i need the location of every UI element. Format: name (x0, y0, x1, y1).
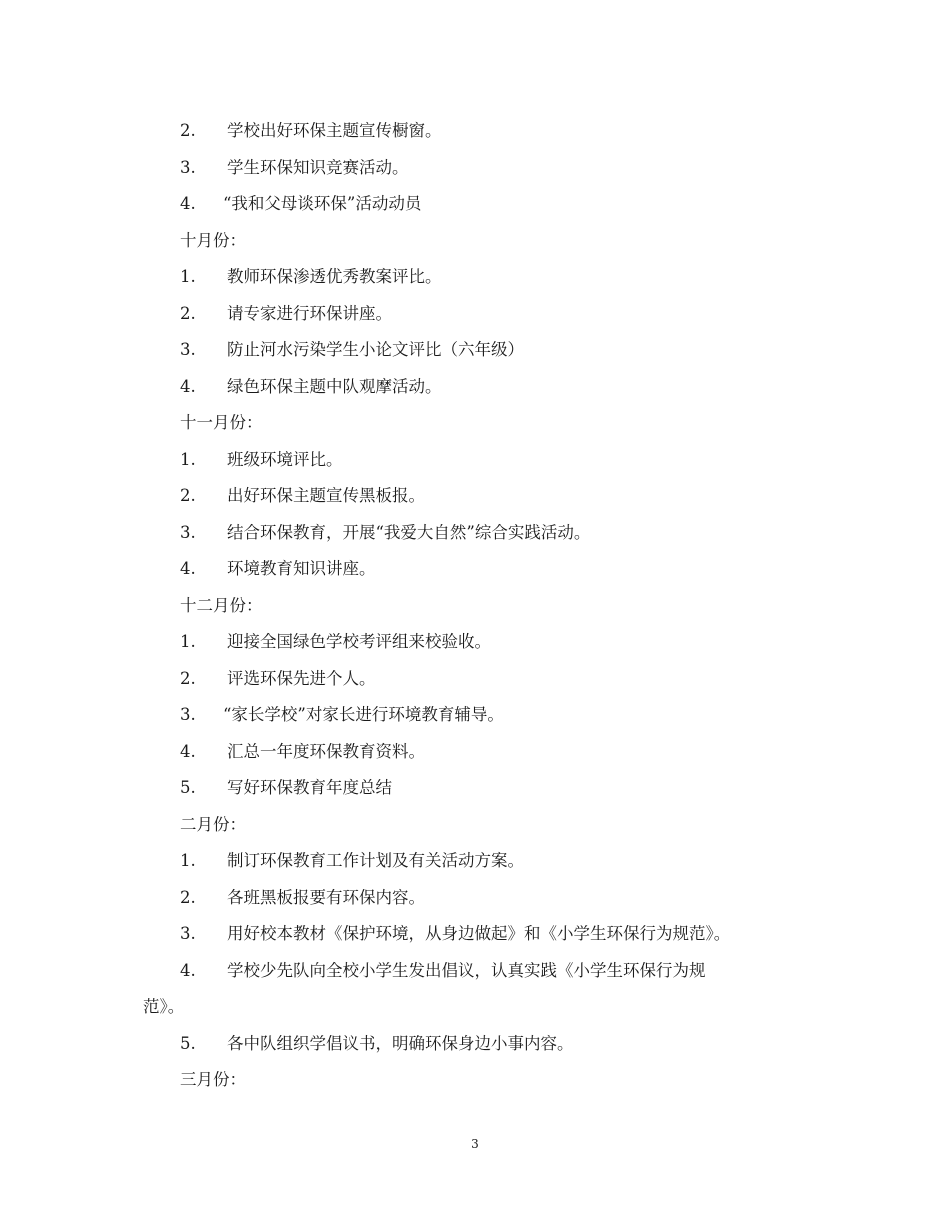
item-number: 3. (180, 157, 196, 177)
item-number: 5. (180, 778, 196, 797)
list-item (143, 478, 813, 515)
item-text: “家长学校”对家长进行环境教育辅导。 (223, 705, 504, 724)
list-item (143, 113, 813, 150)
item-number: 4. (180, 960, 196, 980)
section-heading: 二月份： (180, 814, 246, 834)
item-number: 3. (180, 924, 196, 943)
list-item (143, 734, 813, 771)
page-number: 3 (471, 1137, 479, 1151)
list-item (143, 1026, 813, 1063)
item-text: 范》。 (143, 997, 185, 1016)
item-number: 4. (180, 559, 196, 578)
list-item (143, 150, 813, 187)
item-text: 结合环保教育，开展“我爱大自然”综合实践活动。 (227, 522, 591, 542)
section-heading: 十二月份： (180, 595, 263, 615)
item-number: 3. (180, 340, 196, 359)
list-item (143, 551, 813, 588)
section-heading: 十一月份： (180, 413, 263, 432)
document-body (143, 113, 813, 1099)
list-item (143, 259, 813, 296)
item-number: 3. (180, 705, 196, 724)
item-text: 学校出好环保主题宣传橱窗。 (227, 121, 442, 140)
list-item (143, 953, 813, 990)
item-number: 1. (180, 267, 196, 286)
list-item (143, 442, 813, 479)
item-text: 评选环保先进个人。 (227, 668, 376, 688)
list-item (143, 880, 813, 917)
item-text: 用好校本教材《保护环境，从身边做起》和《小学生环保行为规范》。 (227, 924, 731, 943)
list-item-continuation (143, 989, 813, 1026)
item-number: 2. (180, 668, 196, 688)
item-text: 教师环保渗透优秀教案评比。 (227, 267, 442, 286)
item-text: 出好环保主题宣传黑板报。 (227, 486, 425, 505)
item-number: 4. (180, 741, 196, 761)
list-item (143, 843, 813, 880)
item-number: 1. (180, 632, 196, 651)
list-item (143, 916, 813, 953)
month-heading-november (143, 405, 813, 442)
list-item (143, 661, 813, 698)
item-number: 2. (180, 887, 196, 907)
list-item (143, 624, 813, 661)
item-text: 环境教育知识讲座。 (227, 559, 376, 578)
list-item (143, 369, 813, 406)
item-number: 4. (180, 194, 196, 213)
item-text: 班级环境评比。 (227, 449, 343, 469)
item-number: 1. (180, 449, 196, 469)
item-text: “我和父母谈环保”活动动员 (223, 194, 422, 213)
list-item (143, 770, 813, 807)
list-item (143, 697, 813, 734)
item-number: 1. (180, 851, 196, 870)
item-number: 5. (180, 1033, 196, 1053)
month-heading-march (143, 1062, 813, 1099)
item-text: 各中队组织学倡议书，明确环保身边小事内容。 (227, 1033, 574, 1053)
item-text: 请专家进行环保讲座。 (227, 303, 392, 323)
item-number: 3. (180, 522, 196, 542)
item-number: 2. (180, 486, 196, 505)
month-heading-october (143, 223, 813, 260)
list-item (143, 332, 813, 369)
section-heading: 三月份： (180, 1070, 246, 1089)
item-text: 写好环保教育年度总结 (227, 778, 392, 797)
item-number: 2. (180, 121, 196, 140)
section-heading: 十月份： (180, 230, 246, 250)
item-text: 各班黑板报要有环保内容。 (227, 887, 425, 907)
item-text: 学校少先队向全校小学生发出倡议，认真实践《小学生环保行为规 (227, 960, 706, 980)
item-number: 4. (180, 376, 196, 396)
month-heading-december (143, 588, 813, 625)
item-text: 绿色环保主题中队观摩活动。 (227, 376, 442, 396)
item-text: 汇总一年度环保教育资料。 (227, 741, 425, 761)
item-text: 学生环保知识竞赛活动。 (227, 157, 409, 177)
list-item (143, 186, 813, 223)
list-item (143, 515, 813, 552)
month-heading-february (143, 807, 813, 844)
item-text: 制订环保教育工作计划及有关活动方案。 (227, 851, 524, 870)
list-item (143, 296, 813, 333)
item-number: 2. (180, 303, 196, 323)
item-text: 防止河水污染学生小论文评比（六年级） (227, 340, 524, 359)
item-text: 迎接全国绿色学校考评组来校验收。 (227, 632, 491, 651)
